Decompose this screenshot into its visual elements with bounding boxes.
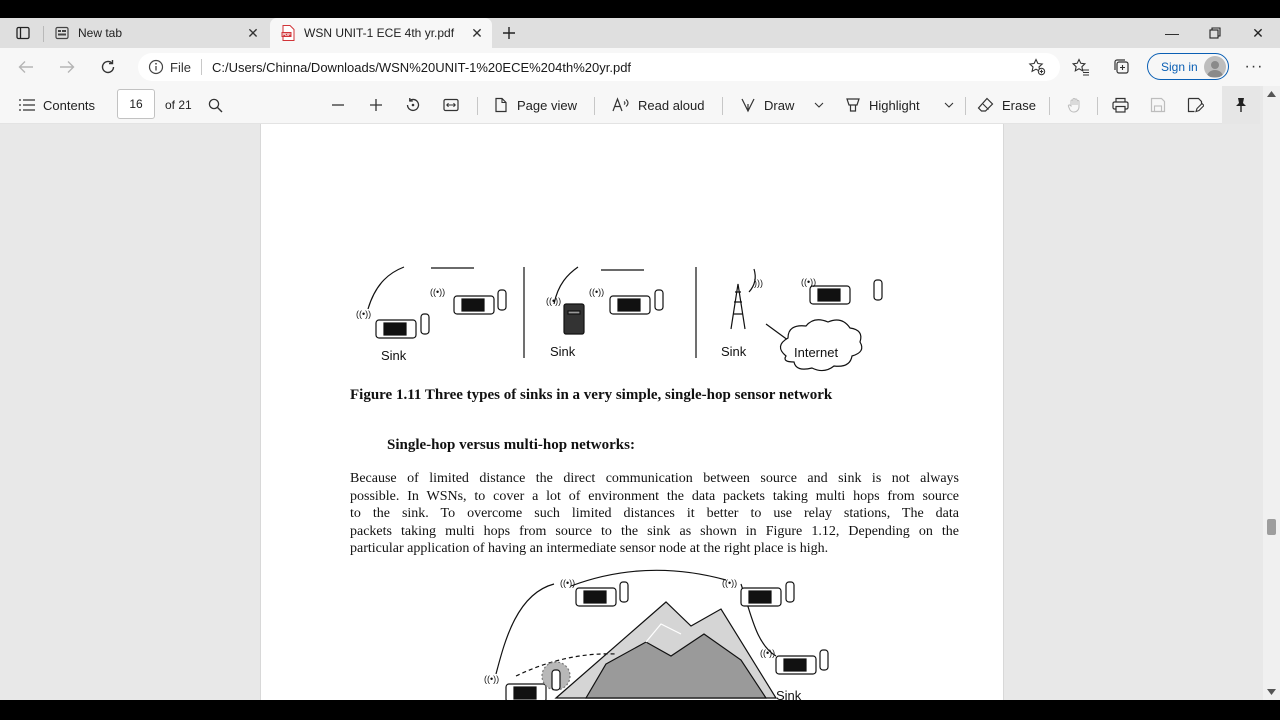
save-icon: [1150, 97, 1166, 113]
avatar: [1204, 56, 1226, 78]
tab-label: New tab: [78, 26, 123, 40]
address-divider: [201, 59, 202, 75]
save-button[interactable]: [1150, 86, 1166, 124]
chevron-down-icon: [814, 102, 824, 108]
rotate-icon: [405, 97, 421, 113]
info-icon: [148, 59, 164, 75]
sink-label: Sink: [776, 688, 802, 700]
erase-button[interactable]: [977, 86, 1036, 124]
chevron-down-icon: [944, 102, 954, 108]
collections-button[interactable]: [1109, 55, 1135, 79]
highlight-button[interactable]: [845, 86, 920, 124]
save-as-icon: [1187, 97, 1204, 113]
paragraph-line: particular application of having an intermediate sensor node at the right place is high.: [350, 541, 829, 557]
add-favorite-button[interactable]: [1024, 55, 1050, 79]
highlight-options-dropdown[interactable]: [944, 86, 954, 124]
url-text: C:/Users/Chinna/Downloads/WSN%20UNIT-1%20ECE%204th%20yr.pdf: [211, 59, 632, 75]
toolbar-divider: [722, 97, 723, 115]
tab-new-tab[interactable]: [44, 18, 268, 48]
close-tab-icon[interactable]: ✕: [247, 24, 259, 41]
radio-wave-icon: ((•)): [722, 578, 738, 588]
tab-strip: [0, 18, 1280, 48]
draw-pen-icon: [740, 97, 756, 113]
forward-arrow-icon: [59, 60, 75, 74]
radio-wave-icon: ((•)): [430, 287, 446, 297]
page-number-input[interactable]: [117, 89, 155, 119]
print-button[interactable]: [1112, 86, 1129, 124]
paragraph-line: to the sink. To overcome such limited distances it better to use relay stations, The data: [350, 506, 959, 522]
star-plus-icon: [1028, 58, 1046, 76]
eraser-icon: [977, 97, 994, 113]
figure-multihop: [476, 564, 836, 700]
page-total: [165, 86, 192, 124]
zoom-out-button[interactable]: [331, 86, 345, 124]
page-view-label: Page view: [517, 97, 577, 113]
toolbar-divider: [1049, 97, 1050, 115]
radio-wave-icon: ((•)): [356, 309, 372, 319]
draw-label: Draw: [764, 97, 795, 113]
forward-button[interactable]: [54, 55, 80, 79]
radio-wave-icon: ((•)): [484, 674, 500, 684]
tab-label: WSN UNIT-1 ECE 4th yr.pdf: [304, 26, 455, 40]
scroll-down-arrow-icon[interactable]: [1266, 688, 1277, 697]
contents-label: Contents: [43, 97, 96, 113]
radio-wave-icon: ((•)): [760, 648, 776, 658]
settings-more-button[interactable]: [1241, 55, 1267, 79]
hand-icon: [1067, 97, 1083, 113]
paragraph-line: possible. In WSNs, to cover a lot of environment the data packets taking multi hops from source: [350, 488, 959, 504]
radio-wave-icon: ((•)): [546, 296, 562, 306]
new-tab-icon: [54, 25, 70, 41]
paragraph-line: packets taking multi hops from source to the sink as shown in Figure 1.12, Depending on the: [350, 523, 959, 539]
back-arrow-icon: [18, 60, 34, 74]
collections-icon: [1113, 58, 1131, 76]
favorites-icon: [1072, 58, 1090, 76]
read-aloud-icon: [612, 97, 630, 113]
pdf-viewer[interactable]: [0, 124, 1263, 700]
tab-pdf-document[interactable]: [270, 18, 492, 48]
highlight-label: Highlight: [869, 97, 920, 113]
tab-actions-icon: [16, 26, 30, 40]
search-icon: [208, 98, 223, 113]
internet-label: Internet: [794, 345, 839, 360]
pdf-page: [260, 124, 1004, 700]
rotate-button[interactable]: [405, 86, 421, 124]
figure-caption: Figure 1.11 Three types of sinks in a very simple, single-hop sensor network: [350, 387, 833, 403]
pdf-toolbar: [0, 86, 1260, 124]
bottom-strip: [0, 700, 1280, 720]
scroll-up-arrow-icon[interactable]: [1266, 89, 1277, 98]
page-total-label: of 21: [165, 98, 192, 112]
fit-width-icon: [443, 98, 459, 112]
highlighter-icon: [845, 97, 861, 113]
toolbar-divider: [594, 97, 595, 115]
draw-button[interactable]: [740, 86, 794, 124]
restore-button[interactable]: [1194, 18, 1236, 48]
tab-actions-button[interactable]: [12, 22, 34, 44]
plus-icon: [502, 26, 516, 40]
toolbar-divider: [1097, 97, 1098, 115]
zoom-in-button[interactable]: [369, 86, 383, 124]
sink-label-a: Sink: [381, 348, 407, 363]
erase-label: Erase: [1002, 97, 1036, 113]
refresh-icon: [100, 59, 116, 75]
sink-label-b: Sink: [550, 344, 576, 359]
read-aloud-label: Read aloud: [638, 97, 705, 113]
restore-icon: [1209, 27, 1221, 39]
address-field[interactable]: [138, 53, 1060, 81]
svg-text:PDF: PDF: [282, 32, 291, 38]
close-window-button[interactable]: [1237, 18, 1279, 48]
vertical-scrollbar[interactable]: [1263, 86, 1280, 700]
fit-width-button[interactable]: [443, 86, 459, 124]
title-strip: [0, 0, 1280, 18]
close-icon: ✕: [1252, 24, 1264, 41]
contents-button[interactable]: [19, 86, 95, 124]
sink-panel-b: [554, 267, 663, 334]
page-view-button[interactable]: [493, 86, 577, 124]
url-scheme: File: [170, 59, 191, 75]
touch-write-button[interactable]: [1067, 86, 1083, 124]
paragraph-line: Because of limited distance the direct communication between source and sink is not always: [350, 471, 959, 486]
page-view-icon: [493, 97, 509, 113]
plus-icon: [369, 98, 383, 112]
toolbar-divider: [965, 97, 966, 115]
draw-options-dropdown[interactable]: [814, 86, 824, 124]
search-button[interactable]: [208, 86, 223, 124]
radio-wave-icon: ))): [754, 278, 763, 288]
sink-panel-a: [368, 267, 506, 338]
minimize-button[interactable]: [1151, 18, 1193, 48]
minus-icon: [331, 98, 345, 112]
page-number-value: 16: [129, 97, 143, 111]
radio-wave-icon: ((•)): [560, 578, 576, 588]
close-tab-icon[interactable]: ✕: [471, 24, 483, 41]
section-heading: Single-hop versus multi-hop networks:: [387, 437, 635, 453]
table-of-contents-icon: [19, 99, 35, 111]
scrollbar-thumb[interactable]: [1267, 519, 1276, 535]
body-paragraph: [350, 470, 959, 558]
sink-label-c: Sink: [721, 344, 747, 359]
back-button[interactable]: [13, 55, 39, 79]
favorites-button[interactable]: [1068, 55, 1094, 79]
radio-wave-icon: ((•)): [589, 287, 605, 297]
pin-toolbar-button[interactable]: [1222, 86, 1260, 124]
new-tab-button[interactable]: [498, 22, 520, 44]
sign-in-label: Sign in: [1161, 59, 1198, 74]
save-as-button[interactable]: [1187, 86, 1204, 124]
radio-wave-icon: ((•)): [801, 277, 817, 287]
toolbar-divider: [477, 97, 478, 115]
figure-three-sinks: [346, 264, 886, 382]
more-icon: ···: [1244, 58, 1264, 75]
printer-icon: [1112, 97, 1129, 113]
pin-icon: [1234, 97, 1248, 113]
read-aloud-button[interactable]: [612, 86, 705, 124]
refresh-button[interactable]: [95, 55, 121, 79]
pdf-icon: [280, 25, 296, 41]
sign-in-button[interactable]: [1147, 53, 1229, 80]
minimize-icon: —: [1165, 25, 1179, 41]
